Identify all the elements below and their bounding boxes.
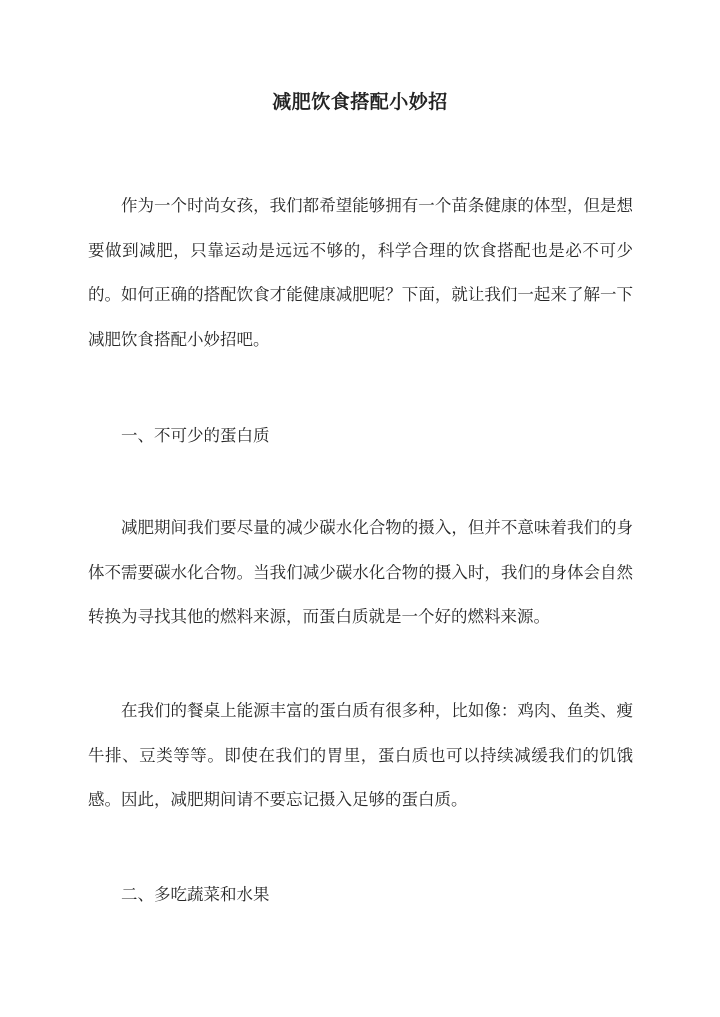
document-title: 减肥饮食搭配小妙招: [272, 91, 448, 113]
protein-paragraph-2: 在我们的餐桌上能源丰富的蛋白质有很多种，比如像：鸡肉、鱼类、瘦牛排、豆类等等。即使在我们的胃里，蛋白质也可以持续减缓我们的饥饿感。因此，减肥期间请不要忘记摄入足够的蛋白质。: [88, 701, 633, 809]
section-heading-protein: 一、不可少的蛋白质: [121, 426, 270, 445]
protein-paragraph-1: 减肥期间我们要尽量的减少碳水化合物的摄入，但并不意味着我们的身体不需要碳水化合物。当我们减少碳水化合物的摄入时，我们的身体会自然转换为寻找其他的燃料来源，而蛋白质就是一个好的燃料来源。: [88, 518, 633, 626]
intro-paragraph: 作为一个时尚女孩，我们都希望能够拥有一个苗条健康的体型，但是想要做到减肥，只靠运动是远远不够的，科学合理的饮食搭配也是必不可少的。如何正确的搭配饮食才能健康减肥呢？下面，就让我们一起来了解一下减肥饮食搭配小妙招吧。: [88, 196, 633, 349]
section-heading-vegetables: 二、多吃蔬菜和水果: [121, 885, 270, 904]
